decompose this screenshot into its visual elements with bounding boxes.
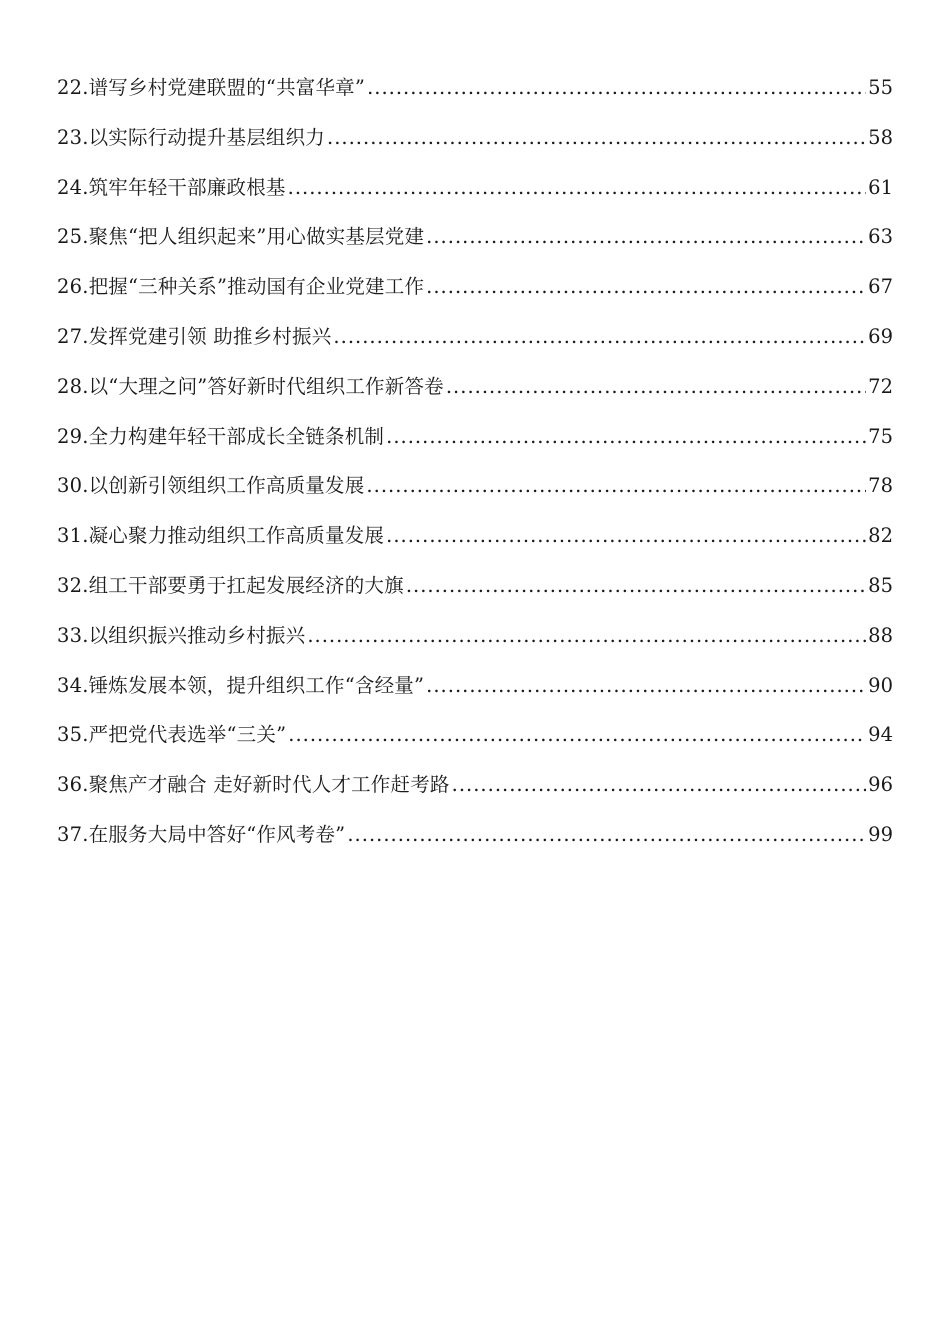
- toc-dot-leader: [426, 271, 866, 303]
- toc-entry[interactable]: [57, 271, 893, 321]
- toc-entry[interactable]: [57, 769, 893, 819]
- toc-entry-title: 23.以实际行动提升基层组织力: [57, 125, 326, 149]
- toc-entry-title: 30.以创新引领组织工作高质量发展: [57, 474, 365, 498]
- toc-entry-title: 25.聚焦“把人组织起来”用心做实基层党建: [57, 225, 425, 249]
- toc-dot-leader: [452, 769, 867, 801]
- toc-entry[interactable]: [57, 122, 893, 172]
- toc-entry-title: 27.发挥党建引领 助推乡村振兴: [57, 324, 332, 348]
- toc-dot-leader: [426, 670, 866, 702]
- toc-entry-page: 99: [868, 822, 893, 846]
- toc-entry-page: 72: [868, 374, 893, 398]
- toc-entry[interactable]: [57, 570, 893, 620]
- toc-entry-page: 55: [868, 76, 893, 99]
- toc-dot-leader: [406, 570, 866, 602]
- toc-entry[interactable]: [57, 719, 893, 769]
- toc-entry-page: 61: [868, 175, 893, 199]
- toc-entry[interactable]: [57, 371, 893, 421]
- toc-entry-title: 33.以组织振兴推动乡村振兴: [57, 623, 306, 647]
- toc-entry[interactable]: [57, 221, 893, 271]
- toc-entry-page: 78: [868, 474, 893, 498]
- toc-entry-page: 67: [868, 275, 893, 299]
- toc-dot-leader: [288, 719, 866, 751]
- toc-entry-title: 24.筑牢年轻干部廉政根基: [57, 175, 286, 199]
- toc-dot-leader: [333, 321, 866, 353]
- toc-entry[interactable]: [57, 819, 893, 869]
- toc-entry[interactable]: [57, 520, 893, 570]
- toc-entry-title: 34.锤炼发展本领，提升组织工作“含经量”: [57, 673, 425, 697]
- toc-dot-leader: [307, 620, 866, 652]
- toc-entry[interactable]: [57, 72, 893, 122]
- toc-dot-leader: [446, 371, 866, 403]
- toc-entry[interactable]: [57, 620, 893, 670]
- toc-dot-leader: [366, 470, 866, 502]
- toc-entry[interactable]: [57, 321, 893, 371]
- toc-entry-page: 69: [868, 324, 893, 348]
- toc-dot-leader: [386, 421, 866, 453]
- toc-entry-title: 37.在服务大局中答好“作风考卷”: [57, 822, 346, 846]
- toc-entry-title: 35.严把党代表选举“三关”: [57, 723, 287, 747]
- toc-entry-page: 90: [868, 673, 893, 697]
- toc-entry-title: 36.聚焦产才融合 走好新时代人才工作赶考路: [57, 773, 450, 797]
- toc-entry-page: 63: [868, 225, 893, 249]
- toc-entry-title: 26.把握“三种关系”推动国有企业党建工作: [57, 275, 425, 299]
- toc-dot-leader: [288, 172, 867, 204]
- toc-dot-leader: [347, 819, 866, 851]
- toc-entry-title: 32.组工干部要勇于扛起发展经济的大旗: [57, 573, 404, 597]
- toc-dot-leader: [426, 221, 866, 253]
- toc-entry-title: 22.谱写乡村党建联盟的“共富华章”: [57, 76, 366, 99]
- toc-entry-page: 96: [868, 773, 893, 797]
- toc-entry-title: 31.凝心聚力推动组织工作高质量发展: [57, 524, 385, 548]
- toc-entry[interactable]: [57, 421, 893, 471]
- toc-dot-leader: [367, 72, 866, 104]
- table-of-contents: [57, 72, 893, 869]
- toc-entry-page: 82: [868, 524, 893, 548]
- toc-entry-page: 88: [868, 623, 893, 647]
- toc-entry-title: 28.以“大理之问”答好新时代组织工作新答卷: [57, 374, 444, 398]
- toc-entry-page: 58: [868, 125, 893, 149]
- toc-entry-page: 85: [868, 573, 893, 597]
- toc-entry[interactable]: [57, 172, 893, 222]
- toc-entry-page: 94: [868, 723, 893, 747]
- toc-entry[interactable]: [57, 470, 893, 520]
- toc-entry-title: 29.全力构建年轻干部成长全链条机制: [57, 424, 385, 448]
- toc-entry-page: 75: [868, 424, 893, 448]
- toc-entry[interactable]: [57, 670, 893, 720]
- toc-dot-leader: [386, 520, 866, 552]
- toc-dot-leader: [327, 122, 866, 154]
